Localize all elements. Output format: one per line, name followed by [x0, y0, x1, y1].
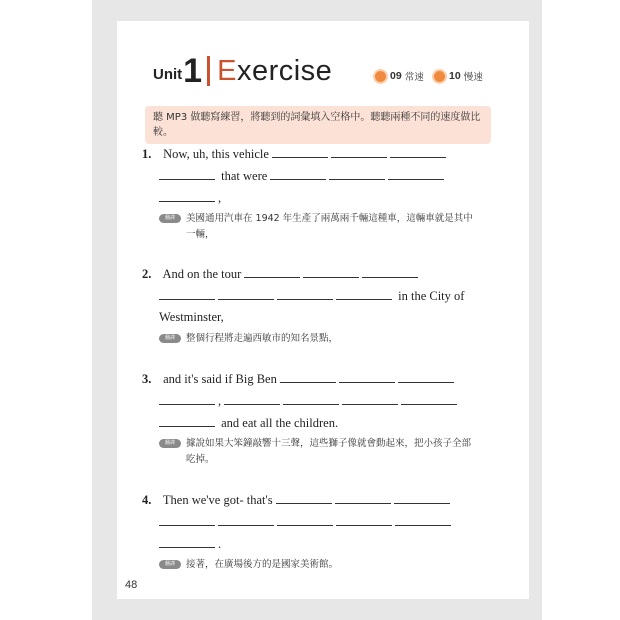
unit-number: 1 — [183, 52, 203, 90]
translation-1 — [159, 211, 477, 243]
unit-heading — [153, 52, 332, 88]
question-number: 3. — [142, 372, 152, 386]
answer-blank[interactable] — [218, 511, 274, 526]
question-text: that were — [221, 169, 268, 183]
answer-blank[interactable] — [342, 390, 398, 405]
answer-blank[interactable] — [272, 143, 328, 158]
heading-divider — [207, 56, 210, 86]
answer-blank[interactable] — [339, 368, 395, 383]
answer-blank[interactable] — [277, 511, 333, 526]
question-1 — [142, 143, 487, 209]
answer-blank[interactable] — [335, 489, 391, 504]
question-text: Now, uh, this vehicle — [163, 147, 269, 161]
question-text: in the City of — [398, 289, 465, 303]
exercise-title-rest: xercise — [236, 55, 333, 87]
workbook-page — [117, 21, 529, 599]
audio-track-slow — [434, 69, 483, 83]
question-3 — [142, 368, 487, 434]
track-speed-label: 慢速 — [463, 72, 483, 83]
audio-disc-icon — [375, 71, 386, 82]
answer-blank[interactable] — [159, 187, 215, 202]
track-number: 09 — [390, 70, 402, 82]
question-text: . — [218, 537, 222, 551]
question-text: And on the tour — [162, 267, 242, 281]
translation-tag: 翻譯 — [159, 560, 181, 569]
answer-blank[interactable] — [224, 390, 280, 405]
answer-blank[interactable] — [159, 412, 215, 427]
answer-blank[interactable] — [390, 143, 446, 158]
translation-2 — [159, 331, 477, 347]
question-number: 4. — [142, 493, 152, 507]
answer-blank[interactable] — [398, 368, 454, 383]
question-number: 2. — [142, 267, 152, 281]
translation-text: 整個行程將走遍西敏市的知名景點， — [186, 333, 339, 344]
exercise-title-initial: E — [217, 55, 237, 87]
question-text: Then we've got- that's — [162, 493, 273, 507]
translation-tag: 翻譯 — [159, 214, 181, 223]
translation-text: 美國通用汽車在 1942 年生產了兩萬兩千輛這種車，這輛車就是其中一輛， — [186, 213, 473, 240]
answer-blank[interactable] — [159, 533, 215, 548]
question-text: , — [218, 394, 222, 408]
answer-blank[interactable] — [280, 368, 336, 383]
audio-disc-icon — [434, 71, 445, 82]
page-number: 48 — [125, 579, 138, 591]
question-text: Westminster, — [159, 310, 224, 324]
answer-blank[interactable] — [394, 489, 450, 504]
track-speed-label: 常速 — [404, 72, 424, 83]
answer-blank[interactable] — [395, 511, 451, 526]
translation-text: 接著，在廣場後方的是國家美術館。 — [186, 559, 339, 570]
answer-blank[interactable] — [159, 511, 215, 526]
exercise-title — [217, 54, 332, 88]
answer-blank[interactable] — [388, 165, 444, 180]
translation-3 — [159, 436, 477, 468]
answer-blank[interactable] — [303, 263, 359, 278]
answer-blank[interactable] — [276, 489, 332, 504]
translation-text: 據說如果大笨鐘敲響十三聲，這些獅子像就會動起來，把小孩子全部吃掉。 — [186, 438, 472, 465]
question-number: 1. — [142, 147, 152, 161]
translation-tag: 翻譯 — [159, 439, 181, 448]
answer-blank[interactable] — [159, 165, 215, 180]
audio-track-normal — [375, 69, 424, 83]
answer-blank[interactable] — [159, 390, 215, 405]
answer-blank[interactable] — [329, 165, 385, 180]
answer-blank[interactable] — [362, 263, 418, 278]
answer-blank[interactable] — [283, 390, 339, 405]
question-text: and it's said if Big Ben — [163, 372, 277, 386]
answer-blank[interactable] — [336, 285, 392, 300]
translation-tag: 翻譯 — [159, 334, 181, 343]
question-4 — [142, 489, 487, 555]
answer-blank[interactable] — [331, 143, 387, 158]
answer-blank[interactable] — [277, 285, 333, 300]
instruction-box: 聽 MP3 做聽寫練習，將聽到的詞彙填入空格中。聽聽兩種不同的速度做比較。 — [145, 106, 491, 144]
answer-blank[interactable] — [401, 390, 457, 405]
question-text: and eat all the children. — [221, 416, 339, 430]
track-number: 10 — [449, 70, 461, 82]
answer-blank[interactable] — [159, 285, 215, 300]
translation-4 — [159, 557, 477, 573]
answer-blank[interactable] — [244, 263, 300, 278]
answer-blank[interactable] — [218, 285, 274, 300]
answer-blank[interactable] — [336, 511, 392, 526]
question-text: , — [218, 191, 222, 205]
question-2 — [142, 263, 487, 328]
unit-label: Unit — [153, 66, 183, 83]
answer-blank[interactable] — [270, 165, 326, 180]
